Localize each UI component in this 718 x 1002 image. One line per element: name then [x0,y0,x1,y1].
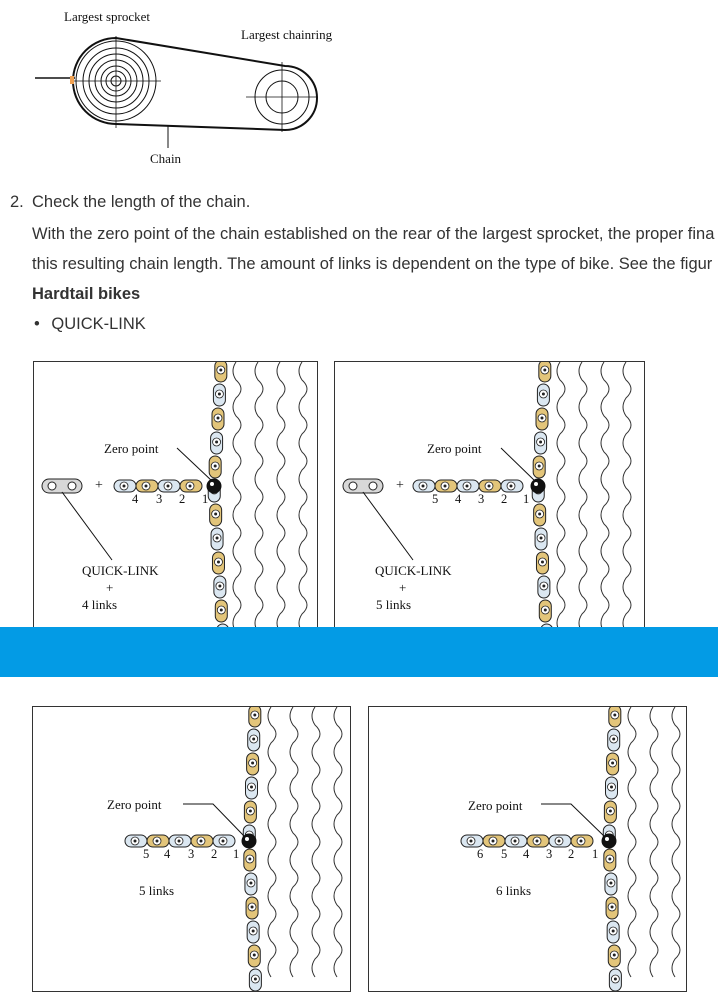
chain-link [608,729,620,751]
quick-link-label: QUICK-LINK [375,563,452,578]
sprocket-teeth [268,707,342,977]
link-number: 1 [523,492,530,506]
link-number: 4 [164,847,171,861]
chain-link [461,835,483,847]
chain-link [479,480,501,492]
chain-link [215,362,227,382]
chain-link [538,576,550,598]
chain-link [539,362,551,382]
quick-link-part [343,479,383,493]
zero-point-leader [541,804,605,837]
step-number: 2. [10,193,24,211]
chain-link [535,528,547,550]
chain-link [211,432,223,454]
chain-link [606,897,618,919]
zero-point-label: Zero point [468,798,523,813]
quick-link-5-links-figure [334,361,645,663]
quick-link-part [42,479,82,493]
chain-link [215,600,227,622]
chain-link [607,753,619,775]
links-count-label: 6 links [496,883,532,898]
link-number: 2 [211,847,218,861]
quick-link-plus: + [399,580,407,595]
quick-link-leader [363,492,413,560]
zero-point-label: Zero point [427,441,482,456]
bullet-label: QUICK-LINK [51,315,146,333]
chain-link [248,729,260,751]
chain-link [147,835,169,847]
sprocket-teeth [233,362,307,650]
chain-link [413,480,435,492]
zero-point-leader [177,448,212,481]
quick-link-label: QUICK-LINK [82,563,159,578]
chain-link [483,835,505,847]
bullet-marker: • [34,315,40,333]
blue-banner [0,627,718,677]
links-count-label: 4 links [82,597,118,612]
sprocket-teeth [557,362,631,650]
drivetrain-diagram [30,0,350,175]
link-number: 5 [501,847,508,861]
link-number: 4 [132,492,139,506]
chain-link [501,480,523,492]
step-title: Check the length of the chain. [32,193,251,211]
chain-link [245,777,257,799]
zero-point-leader [501,448,535,481]
zero-point-label: Zero point [104,441,159,456]
chain-link [213,384,225,406]
chain-link [248,945,260,967]
chain-link [539,600,551,622]
chain-link [457,480,479,492]
chain-link [609,969,621,991]
chain-link [212,408,224,430]
chain-link [527,835,549,847]
chain-link [535,432,547,454]
chain-link [191,835,213,847]
5-links-figure [32,706,351,992]
chain-link [244,849,256,871]
plus-sign: + [95,478,103,493]
link-number: 6 [477,847,484,861]
link-number: 1 [202,492,209,506]
chain-link [211,528,223,550]
chain-link [158,480,180,492]
chain-link [125,835,147,847]
chain-link [537,384,549,406]
6-links-figure [368,706,687,992]
zero-point-label: Zero point [107,797,162,812]
chain-link [604,801,616,823]
link-number: 3 [188,847,195,861]
link-number: 5 [143,847,150,861]
link-number: 5 [432,492,439,506]
chain-link [608,945,620,967]
link-number: 4 [523,847,530,861]
step-body-line-1: With the zero point of the chain established on the rear of the largest sprocket, the proper fina [32,225,715,243]
chain-link [505,835,527,847]
bullet-item [34,315,146,334]
zero-point-marker [531,479,545,493]
link-number: 3 [546,847,553,861]
chain-link [244,801,256,823]
hardtail-heading: Hardtail bikes [32,285,141,303]
links-count-label: 5 links [139,883,175,898]
step-body-line-2: this resulting chain length. The amount of links is dependent on the type of bike. See the figur [32,255,713,273]
link-number: 1 [592,847,599,861]
chain-link [435,480,457,492]
zero-point-leader [183,804,245,837]
quick-link-4-links-figure [33,361,318,663]
sprocket-teeth [628,707,686,977]
quick-link-leader [62,492,112,560]
chain-link [533,456,545,478]
zero-point-marker [207,479,221,493]
plus-sign: + [396,478,404,493]
link-number: 3 [478,492,485,506]
link-number: 1 [233,847,240,861]
chain-drawing [34,362,317,662]
chain-link [605,777,617,799]
chain-link [214,576,226,598]
chain-link [209,456,221,478]
largest-sprocket-label: Largest sprocket [64,9,151,24]
link-number: 3 [156,492,163,506]
largest-chainring-label: Largest chainring [241,27,333,42]
chain-link [247,921,259,943]
chain-link [249,707,261,727]
chain-link [246,897,258,919]
chain-link [604,849,616,871]
quick-link-plus: + [106,580,114,595]
chain-link [536,552,548,574]
chain-link [536,408,548,430]
chain-link [247,753,259,775]
chain-link [249,969,261,991]
chain-drawing [335,362,644,662]
link-number: 2 [179,492,186,506]
chain-link [549,835,571,847]
chain-link [169,835,191,847]
chain-link [245,873,257,895]
link-number: 4 [455,492,462,506]
chain-link [605,873,617,895]
chain-link [114,480,136,492]
link-number: 2 [501,492,508,506]
chain-label: Chain [150,151,182,166]
chain-link [534,504,546,526]
chain-link [210,504,222,526]
chain-link [607,921,619,943]
link-number: 2 [568,847,575,861]
chain-link [609,707,621,727]
links-count-label: 5 links [376,597,412,612]
chain-link [136,480,158,492]
chain-link [212,552,224,574]
chain-link [571,835,593,847]
chain-link [213,835,235,847]
chain-link [180,480,202,492]
